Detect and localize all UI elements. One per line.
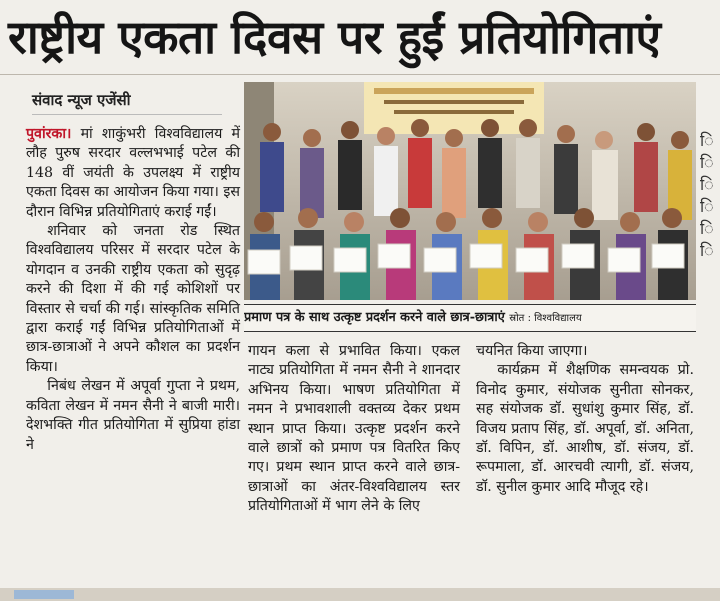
column-2 (248, 342, 460, 517)
byline: संवाद न्यूज एजेंसी (32, 91, 131, 109)
paragraph-3: निबंध लेखन में अपूर्वा गुप्ता ने प्रथम, कविता लेखन में नमन सैनी ने बाजी मारी। देशभक्ति गीत प्रतियोगिता में सुप्रिया हांडा ने (26, 378, 240, 453)
photo-source: स्रोत : विश्वविद्यालय (509, 313, 582, 324)
bottom-strip-chip (14, 590, 74, 599)
event-photo (244, 82, 696, 300)
paragraph-1-text: मां शाकुंभरी विश्वविद्यालय में लौह पुरुष सरदार वल्लभभाई पटेल की 148 वीं जयंती के उपलक्ष्य में राष्ट्रीय एकता दिवस का आयोजन किया गया। इस दौरान विभिन्न प्रतियोगिताएं कराई गईं। (26, 126, 240, 220)
bottom-strip (0, 588, 720, 601)
paragraph-1 (26, 125, 240, 222)
group-photo-illustration (244, 82, 696, 300)
headline-rule (0, 74, 720, 75)
headline: राष्ट्रीय एकता दिवस पर हुईं प्रतियोगिताएं (8, 10, 661, 64)
column-1 (26, 125, 240, 455)
column-3 (476, 342, 694, 497)
photo-caption-text: प्रमाण पत्र के साथ उत्कृष्ट प्रदर्शन करने वाले छात्र-छात्राएं (244, 310, 505, 325)
photo-caption (244, 304, 696, 332)
adjacent-article-edge: ि ि ि ि ि ि (700, 131, 714, 260)
byline-rule (32, 114, 222, 115)
paragraph-6: कार्यक्रम में शैक्षणिक समन्वयक प्रो. विनोद कुमार, संयोजक सुनीता सोनकर, सह संयोजक डॉ. सुधांशु कुमार सिंह, डॉ. विजय प्रताप सिंह, डॉ. अपूर्वा, डॉ. अनिता, डॉ. विपिन, डॉ. आशीष, डॉ. संजय, डॉ. रूपमाला, डॉ. आरचवी त्यागी, डॉ. संजय, डॉ. सुनील कुमार आदि मौजूद रहे। (476, 362, 694, 495)
paragraph-4: गायन कला से प्रभावित किया। एकल नाट्य प्रतियोगिता में नमन सैनी ने शानदार अभिनय किया। भाषण प्रतियोगिता में नमन ने प्रभावशाली वक्तव्य देकर प्रथम स्थान प्राप्त किया। उत्कृष्ट प्रदर्शन करने वाले छात्रों को प्रमाण पत्र वितरित किए गए। प्रथम स्थान प्राप्त करने वाले छात्र-छात्राओं का अंतर-विश्वविद्यालय स्तर प्रतियोगिताओं में भाग लेने के लिए (248, 343, 460, 515)
dateline: पुवांरका। (26, 126, 72, 142)
paragraph-5: चयनित किया जाएगा। (476, 343, 588, 359)
paragraph-2: शनिवार को जनता रोड स्थित विश्वविद्यालय परिसर में सरदार पटेल के योगदान व उनकी राष्ट्रीय एकता को सुदृढ़ करने की दिशा में की गई कोशिशों पर विस्तार से चर्चा की गई। सांस्कृतिक समिति द्वारा कराई गईं विभिन्न प्रतियोगिताओं में छात्र-छात्राओं ने अपने कौशल का प्रदर्शन किया। (26, 223, 240, 375)
